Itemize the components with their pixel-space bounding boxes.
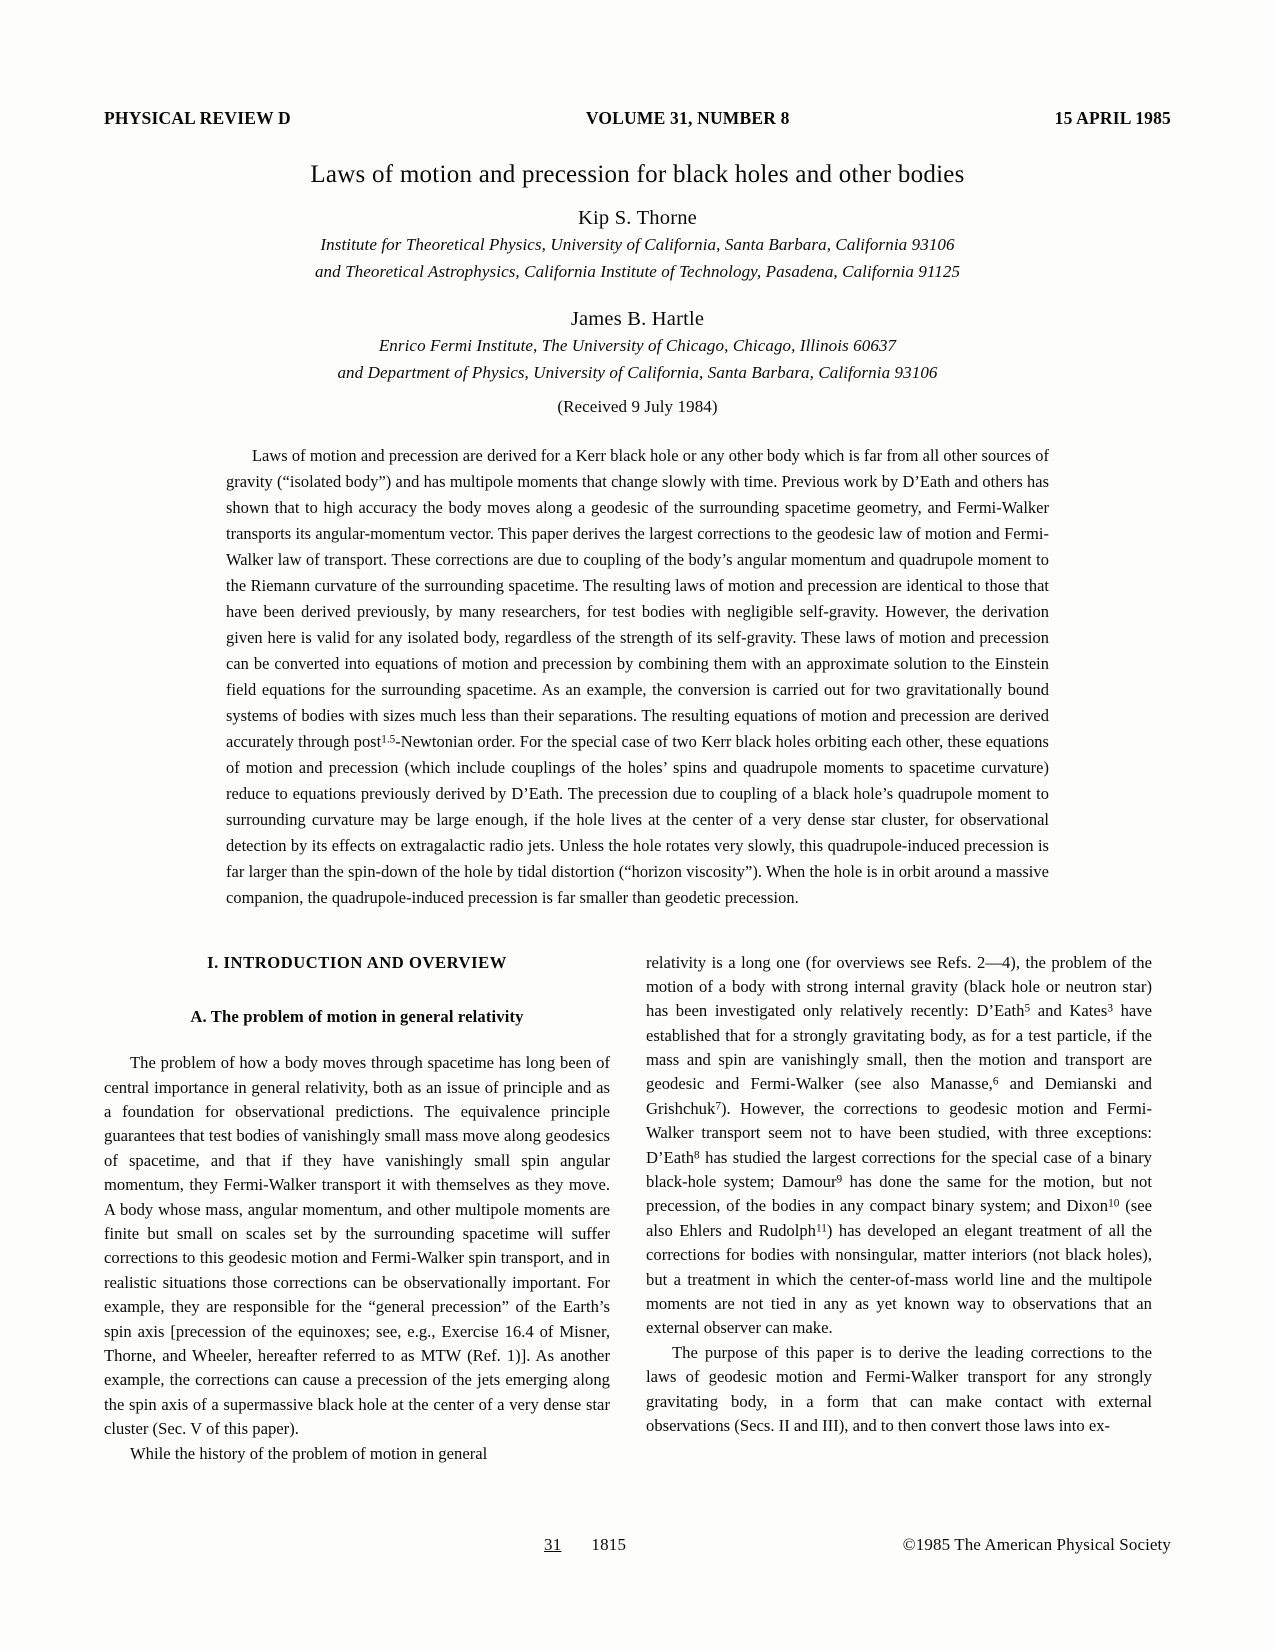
- paragraph-text: and Kates: [1030, 1001, 1108, 1021]
- reference-marker: 8: [694, 1148, 700, 1161]
- abstract-text-part-2: -Newtonian order. For the special case of two Kerr black holes orbiting each other, these equations of motion and precession (which include couplings of the holes’ spins and quadrupole moments to spacetime curvature) reduce to equations previously derived by D’Eath. The precession due to coupling of a black hole’s quadrupole moment to surrounding curvature may be large enough, if the hole lives at the center of a very dense star cluster, for observational detection by its effects on extragalactic radio jets. Unless the hole rotates very slowly, this quadrupole-induced precession is far larger than the spin-down of the hole by tidal distortion (“horizon viscosity”). When the hole is in orbit around a massive companion, the quadrupole-induced precession is far smaller than geodetic precession.: [226, 731, 1049, 907]
- author-name: James B. Hartle: [570, 308, 705, 331]
- body-paragraph: [646, 951, 1152, 1341]
- reference-marker: 7: [715, 1100, 721, 1113]
- reference-marker: 11: [816, 1222, 827, 1235]
- paragraph-text: ) has developed an elegant treatment of all the corrections for bodies with nonsingular, matter interiors (not black holes), but a treatment in which the center-of-mass world line and the multipole moments are not tied in any as yet known way to observations that an external observer can make.: [646, 1220, 1152, 1338]
- footer-copyright: ©1985 The American Physical Society: [902, 1535, 1171, 1554]
- page-footer: [104, 1535, 1171, 1555]
- author-name: Kip S. Thorne: [578, 207, 697, 229]
- subsection-heading: A. The problem of motion in general relativity: [190, 1006, 524, 1026]
- author-block-thorne: [104, 207, 1171, 284]
- paragraph-text: relativity is a long one (for overviews see Refs. 2—4), the problem of the motion of a body with strong internal gravity (black hole or neutron star) has been investigated only relatively recently: D’Eath: [646, 952, 1152, 1021]
- paragraph-text: (see also Ehlers and Rudolph: [646, 1196, 1152, 1240]
- body-paragraph: The purpose of this paper is to derive the leading corrections to the laws of geodesic motion and Fermi-Walker transport for any strongly gravitating body, in a form that can make contact with external observations (Secs. II and III), and to then convert those laws into ex-: [646, 1342, 1152, 1435]
- journal-name: PHYSICAL REVIEW D: [104, 108, 291, 128]
- title-block: [104, 160, 1171, 417]
- reference-marker: 9: [836, 1173, 843, 1186]
- abstract-text-part-1: Laws of motion and precession are derived for a Kerr black hole or any other body which is far from all other sources of gravity (“isolated body”) and has multipole moments that change slowly with time. Previous work by D’Eath and others has shown that to high accuracy the body moves along a geodesic of the surrounding spacetime geometry, and Fermi-Walker transports its angular-momentum vector. This paper derives the largest corrections to the geodesic law of motion and Fermi-Walker law of transport. These corrections are due to coupling of the body’s angular momentum and quadrupole moment to the Riemann curvature of the surrounding spacetime. The resulting laws of motion and precession are identical to those that have been derived previously, by many researchers, for test bodies with negligible self-gravity. However, the derivation given here is valid for any isolated body, regardless of the strength of its self-gravity. These laws of motion and precession can be converted into equations of motion and precession by combining them with an approximate solution to the Einstein field equations for the surrounding spacetime. As an example, the conversion is carried out for two gravitationally bound systems of bodies with sizes much less than their separations. The resulting equations of motion and precession are derived accurately through post: [226, 445, 1049, 751]
- received-date: (Received 9 July 1984): [557, 396, 718, 416]
- reference-marker: 10: [1108, 1197, 1120, 1210]
- author-affiliation-line: and Theoretical Astrophysics, California Institute of Technology, Pasadena, California 91125: [314, 262, 961, 282]
- page-title: Laws of motion and precession for black holes and other bodies: [310, 161, 965, 188]
- journal-running-head: [104, 108, 1171, 130]
- reference-marker: 5: [1024, 1002, 1031, 1015]
- footer-page-number: 1815: [591, 1535, 627, 1554]
- right-column: [646, 951, 1152, 1466]
- paragraph-text: have established that for a strongly gravitating body, as for a test particle, if the mass and spin are vanishingly small, then the motion and transport are geodesic and Fermi-Walker (see also Manasse,: [646, 1001, 1153, 1094]
- abstract-paragraph: [226, 443, 1049, 911]
- paragraph-text: has done the same for the motion, but not precession, of the bodies in any compact binary system; and Dixon: [646, 1172, 1152, 1216]
- paragraph-text: and Demianski and Grishchuk: [646, 1074, 1152, 1118]
- body-paragraph: The problem of how a body moves through spacetime has long been of central importance in general relativity, both as an issue of principle and as a foundation for observational predictions. The equivalence principle guarantees that test bodies of vanishingly small mass move along geodesics of spacetime, and that if they have vanishingly small spin angular momentum, they Fermi-Walker transport it with themselves as they move. A body whose mass, angular momentum, and other multipole moments are finite but small on scales set by the surrounding spacetime will suffer corrections to this geodesic motion and Fermi-Walker spin transport, and in realistic situations those corrections can be observationally important. For example, they are responsible for the “general precession” of the Earth’s spin axis [precession of the equinoxes; see, e.g., Exercise 16.4 of Misner, Thorne, and Wheeler, hereafter referred to as MTW (Ref. 1)]. As another example, the corrections can cause a precession of the jets emerging along the spin axis of a supermassive black hole at the center of a very dense star cluster (Sec. V of this paper).: [104, 1053, 610, 1439]
- reference-marker: 3: [1107, 1002, 1113, 1015]
- left-column: [104, 951, 610, 1466]
- volume-issue: VOLUME 31, NUMBER 8: [585, 108, 790, 128]
- footer-volume-number: 31: [544, 1535, 562, 1554]
- body-paragraph: While the history of the problem of motion in general: [130, 1443, 488, 1463]
- reference-marker: 6: [992, 1075, 999, 1088]
- author-affiliation-line: Institute for Theoretical Physics, University of California, Santa Barbara, California 93106: [320, 235, 955, 254]
- section-heading: I. INTRODUCTION AND OVERVIEW: [207, 952, 507, 972]
- author-affiliation-line: and Department of Physics, University of California, Santa Barbara, California 93106: [337, 363, 938, 383]
- body-columns: [104, 951, 1171, 1466]
- paragraph-text: ). However, the corrections to geodesic motion and Fermi-Walker transport seem not to have been studied, with three exceptions: D’Eath: [646, 1098, 1152, 1167]
- abstract: [226, 443, 1049, 911]
- publication-date: 15 APRIL 1985: [1054, 108, 1171, 128]
- author-block-hartle: [104, 308, 1171, 385]
- author-affiliation-line: Enrico Fermi Institute, The University of Chicago, Chicago, Illinois 60637: [378, 336, 897, 356]
- footnote-marker: 1.5: [381, 732, 396, 745]
- paragraph-text: has studied the largest corrections for the special case of a binary black-hole system; Damour: [646, 1147, 1152, 1192]
